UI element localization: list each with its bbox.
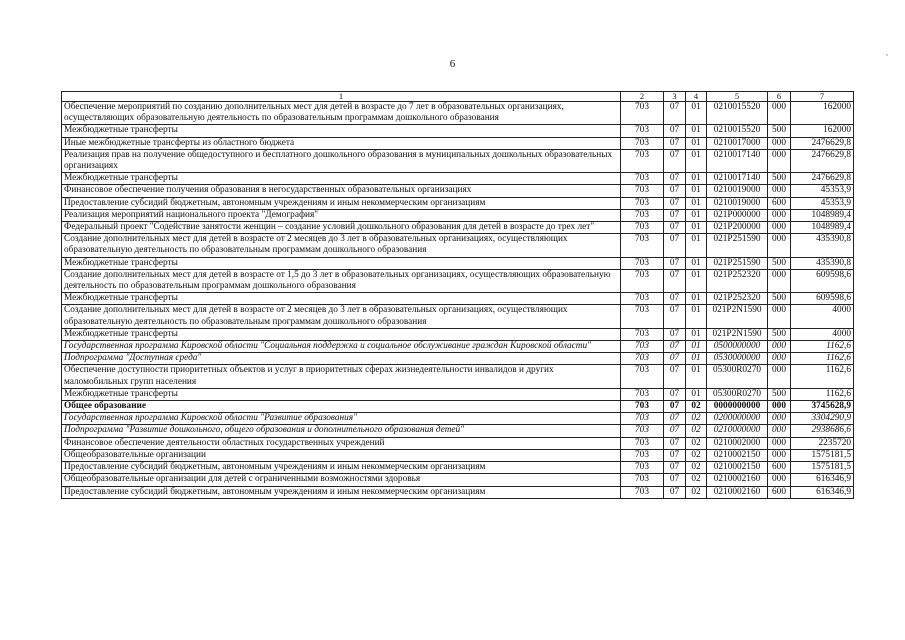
target-article-cell: 021P2N1590 <box>707 305 768 328</box>
target-article-cell: 0210015520 <box>707 125 768 137</box>
subsection-cell: 01 <box>686 234 707 257</box>
expense-type-cell: 000 <box>768 425 791 437</box>
admin-code-cell: 703 <box>621 437 664 449</box>
table-row <box>62 365 854 388</box>
target-article-cell: 0210002160 <box>707 474 768 486</box>
table-body <box>62 92 854 499</box>
table-row <box>62 137 854 149</box>
row-name-cell: Обеспечение мероприятий по созданию дополнительных мест для детей в возрасте до 7 лет в образовательных организациях, осуществляющих образовательную деятельность по образовательным программам дошкольного образования <box>62 102 621 125</box>
target-article-cell: 021P200000 <box>707 222 768 234</box>
row-name-cell: Иные межбюджетные трансферты из областного бюджета <box>62 137 621 149</box>
target-article-cell: 0210017000 <box>707 137 768 149</box>
expense-type-cell: 000 <box>768 341 791 353</box>
target-article-cell: 0500000000 <box>707 341 768 353</box>
row-name-cell: Предоставление субсидий бюджетным, автономным учреждениям и иным некоммерческим организациям <box>62 197 621 209</box>
amount-cell: 1048989,4 <box>791 222 854 234</box>
row-name-cell: Реализация прав на получение общедоступного и бесплатного дошкольного образования в муниципальных дошкольных образовательных организациях <box>62 149 621 172</box>
row-name-cell: Межбюджетные трансферты <box>62 328 621 340</box>
row-name-cell: Подпрограмма "Доступная среда" <box>62 353 621 365</box>
expense-type-cell: 000 <box>768 269 791 292</box>
expense-type-cell: 600 <box>768 197 791 209</box>
row-name-cell: Финансовое обеспечение деятельности областных государственных учреждений <box>62 437 621 449</box>
section-cell: 07 <box>664 425 686 437</box>
section-cell: 07 <box>664 341 686 353</box>
section-cell: 07 <box>664 149 686 172</box>
header-cell: 5 <box>707 92 768 102</box>
amount-cell: 1162,6 <box>791 341 854 353</box>
target-article-cell: 021P000000 <box>707 209 768 221</box>
admin-code-cell: 703 <box>621 125 664 137</box>
subsection-cell: 01 <box>686 341 707 353</box>
table-row <box>62 328 854 340</box>
table-row <box>62 449 854 461</box>
expense-type-cell: 500 <box>768 388 791 400</box>
target-article-cell: 021P2N1590 <box>707 328 768 340</box>
expense-type-cell: 000 <box>768 449 791 461</box>
admin-code-cell: 703 <box>621 328 664 340</box>
expense-type-cell: 000 <box>768 185 791 197</box>
target-article-cell: 0210002160 <box>707 486 768 498</box>
admin-code-cell: 703 <box>621 413 664 425</box>
row-name-cell: Создание дополнительных мест для детей в возрасте от 2 месяцев до 3 лет в образовательных организациях, осуществляющих образовательную деятельность по образовательным программам дошкольного образования <box>62 305 621 328</box>
subsection-cell: 01 <box>686 365 707 388</box>
table-row <box>62 173 854 185</box>
amount-cell: 1162,6 <box>791 353 854 365</box>
row-name-cell: Межбюджетные трансферты <box>62 125 621 137</box>
expense-type-cell: 000 <box>768 149 791 172</box>
subsection-cell: 01 <box>686 257 707 269</box>
target-article-cell: 021P251590 <box>707 234 768 257</box>
amount-cell: 2938686,6 <box>791 425 854 437</box>
row-name-cell: Финансовое обеспечение получения образования в негосударственных образовательных организациях <box>62 185 621 197</box>
amount-cell: 162000 <box>791 102 854 125</box>
amount-cell: 2476629,8 <box>791 173 854 185</box>
expense-type-cell: 000 <box>768 209 791 221</box>
row-name-cell: Создание дополнительных мест для детей в возрасте от 1,5 до 3 лет в образовательных организациях, осуществляющих образовательную деятельность по образовательным программам дошкольного образования <box>62 269 621 292</box>
table-row <box>62 425 854 437</box>
table-row <box>62 269 854 292</box>
target-article-cell: 021P251590 <box>707 257 768 269</box>
expense-type-cell: 500 <box>768 328 791 340</box>
target-article-cell: 0530000000 <box>707 353 768 365</box>
expense-type-cell: 600 <box>768 462 791 474</box>
section-cell: 07 <box>664 328 686 340</box>
row-name-cell: Общеобразовательные организации <box>62 449 621 461</box>
row-name-cell: Межбюджетные трансферты <box>62 173 621 185</box>
section-cell: 07 <box>664 293 686 305</box>
row-name-cell: Создание дополнительных мест для детей в возрасте от 2 месяцев до 3 лет в образовательных организациях, осуществляющих образовательную деятельность по образовательным программам дошкольного образования <box>62 234 621 257</box>
amount-cell: 4000 <box>791 328 854 340</box>
section-cell: 07 <box>664 437 686 449</box>
row-name-cell: Общее образование <box>62 401 621 413</box>
section-cell: 07 <box>664 137 686 149</box>
row-name-cell: Подпрограмма "Развитие дошкольного, общего образования и дополнительного образования детей" <box>62 425 621 437</box>
amount-cell: 435390,8 <box>791 234 854 257</box>
admin-code-cell: 703 <box>621 388 664 400</box>
target-article-cell: 0210019000 <box>707 185 768 197</box>
table-row <box>62 462 854 474</box>
admin-code-cell: 703 <box>621 102 664 125</box>
amount-cell: 4000 <box>791 305 854 328</box>
amount-cell: 609598,6 <box>791 293 854 305</box>
admin-code-cell: 703 <box>621 234 664 257</box>
table-row <box>62 185 854 197</box>
table-row <box>62 222 854 234</box>
subsection-cell: 02 <box>686 474 707 486</box>
amount-cell: 45353,9 <box>791 197 854 209</box>
section-cell: 07 <box>664 185 686 197</box>
header-cell: 7 <box>791 92 854 102</box>
target-article-cell: 0210002000 <box>707 437 768 449</box>
section-cell: 07 <box>664 125 686 137</box>
header-cell: 3 <box>664 92 686 102</box>
expense-type-cell: 500 <box>768 257 791 269</box>
expense-type-cell: 000 <box>768 102 791 125</box>
target-article-cell: 05300R0270 <box>707 388 768 400</box>
section-cell: 07 <box>664 365 686 388</box>
amount-cell: 3745628,9 <box>791 401 854 413</box>
row-name-cell: Межбюджетные трансферты <box>62 293 621 305</box>
header-cell: 2 <box>621 92 664 102</box>
target-article-cell: 0210002150 <box>707 449 768 461</box>
admin-code-cell: 703 <box>621 209 664 221</box>
row-name-cell: Федеральный проект "Содействие занятости женщин – создание условий дошкольного образования для детей в возрасте до трех лет" <box>62 222 621 234</box>
admin-code-cell: 703 <box>621 257 664 269</box>
expense-type-cell: 000 <box>768 222 791 234</box>
section-cell: 07 <box>664 222 686 234</box>
admin-code-cell: 703 <box>621 269 664 292</box>
row-name-cell: Общеобразовательные организации для детей с ограниченными возможностями здоровья <box>62 474 621 486</box>
expense-type-cell: 000 <box>768 474 791 486</box>
target-article-cell: 0210017140 <box>707 173 768 185</box>
admin-code-cell: 703 <box>621 341 664 353</box>
subsection-cell: 01 <box>686 125 707 137</box>
target-article-cell: 0200000000 <box>707 413 768 425</box>
amount-cell: 1575181,5 <box>791 462 854 474</box>
expense-type-cell: 000 <box>768 437 791 449</box>
target-article-cell: 021P252320 <box>707 293 768 305</box>
table-row <box>62 234 854 257</box>
table-row <box>62 209 854 221</box>
subsection-cell: 01 <box>686 173 707 185</box>
admin-code-cell: 703 <box>621 353 664 365</box>
subsection-cell: 02 <box>686 437 707 449</box>
expense-type-cell: 000 <box>768 234 791 257</box>
section-cell: 07 <box>664 474 686 486</box>
expense-type-cell: 000 <box>768 137 791 149</box>
subsection-cell: 01 <box>686 388 707 400</box>
section-cell: 07 <box>664 462 686 474</box>
table-row <box>62 474 854 486</box>
table-row <box>62 388 854 400</box>
target-article-cell: 0210000000 <box>707 425 768 437</box>
admin-code-cell: 703 <box>621 365 664 388</box>
table-row <box>62 486 854 498</box>
row-name-cell: Государственная программа Кировской области "Социальная поддержка и социальное обслуживание граждан Кировской области" <box>62 341 621 353</box>
expense-type-cell: 000 <box>768 413 791 425</box>
subsection-cell: 01 <box>686 305 707 328</box>
row-name-cell: Межбюджетные трансферты <box>62 388 621 400</box>
section-cell: 07 <box>664 413 686 425</box>
section-cell: 07 <box>664 197 686 209</box>
expense-type-cell: 500 <box>768 173 791 185</box>
header-cell: 1 <box>62 92 621 102</box>
amount-cell: 2476629,8 <box>791 149 854 172</box>
section-cell: 07 <box>664 353 686 365</box>
subsection-cell: 02 <box>686 462 707 474</box>
section-cell: 07 <box>664 102 686 125</box>
amount-cell: 616346,9 <box>791 486 854 498</box>
admin-code-cell: 703 <box>621 222 664 234</box>
admin-code-cell: 703 <box>621 185 664 197</box>
subsection-cell: 01 <box>686 197 707 209</box>
section-cell: 07 <box>664 388 686 400</box>
amount-cell: 45353,9 <box>791 185 854 197</box>
expense-type-cell: 500 <box>768 293 791 305</box>
section-cell: 07 <box>664 269 686 292</box>
subsection-cell: 01 <box>686 102 707 125</box>
table-row <box>62 353 854 365</box>
section-cell: 07 <box>664 257 686 269</box>
row-name-cell: Межбюджетные трансферты <box>62 257 621 269</box>
target-article-cell: 0000000000 <box>707 401 768 413</box>
table-row <box>62 125 854 137</box>
table-row <box>62 401 854 413</box>
expense-type-cell: 000 <box>768 305 791 328</box>
table-row <box>62 293 854 305</box>
expense-type-cell: 000 <box>768 365 791 388</box>
target-article-cell: 0210019000 <box>707 197 768 209</box>
page-number: 6 <box>449 58 456 70</box>
subsection-cell: 01 <box>686 293 707 305</box>
admin-code-cell: 703 <box>621 401 664 413</box>
amount-cell: 1162,6 <box>791 365 854 388</box>
admin-code-cell: 703 <box>621 449 664 461</box>
subsection-cell: 01 <box>686 328 707 340</box>
admin-code-cell: 703 <box>621 137 664 149</box>
subsection-cell: 02 <box>686 413 707 425</box>
subsection-cell: 01 <box>686 149 707 172</box>
admin-code-cell: 703 <box>621 305 664 328</box>
amount-cell: 1162,6 <box>791 388 854 400</box>
section-cell: 07 <box>664 486 686 498</box>
amount-cell: 1048989,4 <box>791 209 854 221</box>
expense-type-cell: 500 <box>768 125 791 137</box>
expense-type-cell: 600 <box>768 486 791 498</box>
target-article-cell: 0210015520 <box>707 102 768 125</box>
expense-type-cell: 000 <box>768 401 791 413</box>
subsection-cell: 02 <box>686 486 707 498</box>
table-row <box>62 413 854 425</box>
section-cell: 07 <box>664 401 686 413</box>
admin-code-cell: 703 <box>621 486 664 498</box>
row-name-cell: Реализация мероприятий национального проекта "Демография" <box>62 209 621 221</box>
row-name-cell: Предоставление субсидий бюджетным, автономным учреждениям и иным некоммерческим организациям <box>62 462 621 474</box>
header-row <box>62 92 854 102</box>
amount-cell: 2235720 <box>791 437 854 449</box>
section-cell: 07 <box>664 305 686 328</box>
section-cell: 07 <box>664 234 686 257</box>
header-cell: 4 <box>686 92 707 102</box>
subsection-cell: 01 <box>686 269 707 292</box>
row-name-cell: Предоставление субсидий бюджетным, автономным учреждениям и иным некоммерческим организациям <box>62 486 621 498</box>
table-row <box>62 341 854 353</box>
amount-cell: 609598,6 <box>791 269 854 292</box>
expense-type-cell: 000 <box>768 353 791 365</box>
table-row <box>62 197 854 209</box>
amount-cell: 1575181,5 <box>791 449 854 461</box>
margin-mark: , <box>886 48 888 57</box>
subsection-cell: 01 <box>686 185 707 197</box>
amount-cell: 616346,9 <box>791 474 854 486</box>
target-article-cell: 05300R0270 <box>707 365 768 388</box>
subsection-cell: 01 <box>686 137 707 149</box>
table-row <box>62 437 854 449</box>
admin-code-cell: 703 <box>621 474 664 486</box>
row-name-cell: Обеспечение доступности приоритетных объектов и услуг в приоритетных сферах жизнедеятельности инвалидов и других маломобильных групп населения <box>62 365 621 388</box>
amount-cell: 435390,8 <box>791 257 854 269</box>
target-article-cell: 021P252320 <box>707 269 768 292</box>
table-row <box>62 149 854 172</box>
section-cell: 07 <box>664 449 686 461</box>
subsection-cell: 01 <box>686 353 707 365</box>
section-cell: 07 <box>664 173 686 185</box>
admin-code-cell: 703 <box>621 149 664 172</box>
target-article-cell: 0210002150 <box>707 462 768 474</box>
header-cell: 6 <box>768 92 791 102</box>
table-row <box>62 102 854 125</box>
admin-code-cell: 703 <box>621 462 664 474</box>
admin-code-cell: 703 <box>621 425 664 437</box>
row-name-cell: Государственная программа Кировской области "Развитие образования" <box>62 413 621 425</box>
table-row <box>62 305 854 328</box>
subsection-cell: 01 <box>686 222 707 234</box>
amount-cell: 162000 <box>791 125 854 137</box>
amount-cell: 3304290,9 <box>791 413 854 425</box>
admin-code-cell: 703 <box>621 173 664 185</box>
table-row <box>62 257 854 269</box>
subsection-cell: 02 <box>686 449 707 461</box>
subsection-cell: 01 <box>686 209 707 221</box>
admin-code-cell: 703 <box>621 197 664 209</box>
section-cell: 07 <box>664 209 686 221</box>
subsection-cell: 02 <box>686 425 707 437</box>
admin-code-cell: 703 <box>621 293 664 305</box>
subsection-cell: 02 <box>686 401 707 413</box>
target-article-cell: 0210017140 <box>707 149 768 172</box>
amount-cell: 2476629,8 <box>791 137 854 149</box>
budget-table <box>61 91 854 499</box>
